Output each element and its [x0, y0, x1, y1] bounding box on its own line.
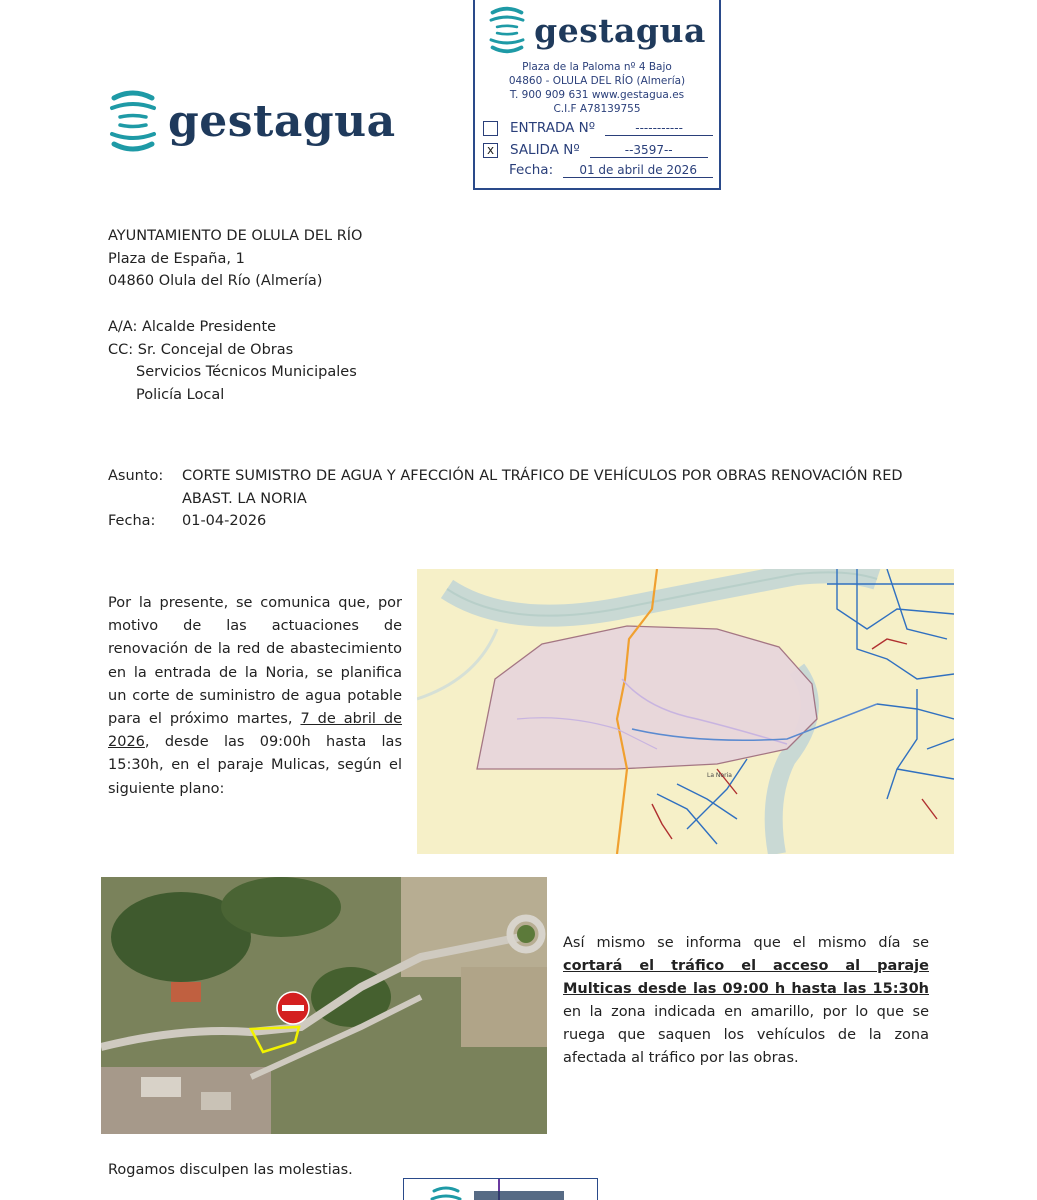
stamp-company-name: gestagua	[534, 10, 706, 50]
recipient-street: Plaza de España, 1	[108, 250, 245, 267]
attention-aa: A/A: Alcalde Presidente	[108, 319, 277, 335]
attention-cc3: Policía Local	[136, 386, 225, 403]
subject-block	[108, 465, 938, 533]
stamp-entrada-row	[483, 120, 713, 136]
stamp-cif: C.I.F A78139755	[553, 103, 641, 115]
registry-stamp	[473, 0, 721, 190]
attention-cc2: Servicios Técnicos Municipales	[136, 364, 357, 380]
notice-text-2: , desde las 09:00h hasta las 15:30h, en el paraje Mulicas, según el siguiente plano:	[108, 734, 402, 797]
subject-value: CORTE SUMISTRO DE AGUA Y AFECCIÓN AL TRÁFICO DE VEHÍCULOS POR OBRAS RENOVACIÓN RED ABAST. LA NORIA	[182, 468, 903, 507]
map-label-noria: La Noria	[707, 772, 732, 779]
entrada-label: ENTRADA Nº	[510, 120, 596, 136]
stamp-fecha-value: 01 de abril de 2026	[563, 163, 713, 178]
attention-block	[108, 316, 357, 406]
aerial-photo-map	[101, 877, 547, 1134]
stamp-address	[475, 60, 719, 116]
bottom-stamp-logo-icon	[404, 1179, 598, 1200]
stamp-salida-row	[483, 142, 708, 158]
recipient-city: 04860 Olula del Río (Almería)	[108, 273, 323, 289]
water-logo-icon	[488, 6, 526, 54]
notice-paragraph-traffic-cut	[563, 932, 929, 1070]
notice-paragraph-water-cut	[108, 592, 402, 801]
bottom-stamp	[403, 1178, 598, 1200]
stamp-logo	[475, 6, 719, 54]
salida-label: SALIDA Nº	[510, 142, 580, 158]
company-logo	[108, 90, 396, 152]
company-name: gestagua	[168, 95, 396, 147]
recipient-address	[108, 225, 362, 293]
stamp-fecha-label: Fecha:	[509, 162, 554, 178]
date-value: 01-04-2026	[182, 513, 267, 529]
stamp-address-line1: Plaza de la Paloma nº 4 Bajo	[522, 61, 672, 73]
cut-date: 7 de abril de 2026	[108, 711, 402, 751]
network-plan-map	[417, 569, 954, 854]
no-entry-sign-icon	[277, 992, 309, 1024]
stamp-phone-web: T. 900 909 631 www.gestagua.es	[509, 89, 685, 101]
closing-text: Rogamos disculpen las molestias.	[108, 1162, 353, 1178]
stamp-address-line2: 04860 - OLULA DEL RÍO (Almería)	[508, 75, 686, 87]
traffic-text-1: Así mismo se informa que el mismo día se	[563, 935, 929, 951]
water-logo-icon	[108, 90, 158, 152]
traffic-text-2: en la zona indicada en amarillo, por lo que se ruega que saquen los vehículos de la zona afectada al tráfico por las obras.	[563, 1004, 929, 1066]
entrada-number: -----------	[605, 121, 713, 136]
recipient-name: AYUNTAMIENTO DE OLULA DEL RÍO	[108, 228, 363, 244]
salida-checkbox: x	[483, 143, 498, 158]
entrada-checkbox	[483, 121, 498, 136]
subject-label: Asunto:	[108, 468, 164, 484]
date-label: Fecha:	[108, 513, 156, 529]
traffic-cut-highlight: cortará el tráfico el acceso al paraje Multicas desde las 09:00 h hasta las 15:30h	[563, 958, 929, 997]
stamp-fecha-row	[509, 162, 713, 178]
salida-number: --3597--	[590, 143, 708, 158]
attention-cc: CC: Sr. Concejal de Obras	[108, 341, 294, 358]
notice-text-1: Por la presente, se comunica que, por motivo de las actuaciones de renovación de la red de abastecimiento en la entrada de la Noria, se planifica un corte de suministro de agua potable para el próximo martes,	[108, 595, 402, 728]
